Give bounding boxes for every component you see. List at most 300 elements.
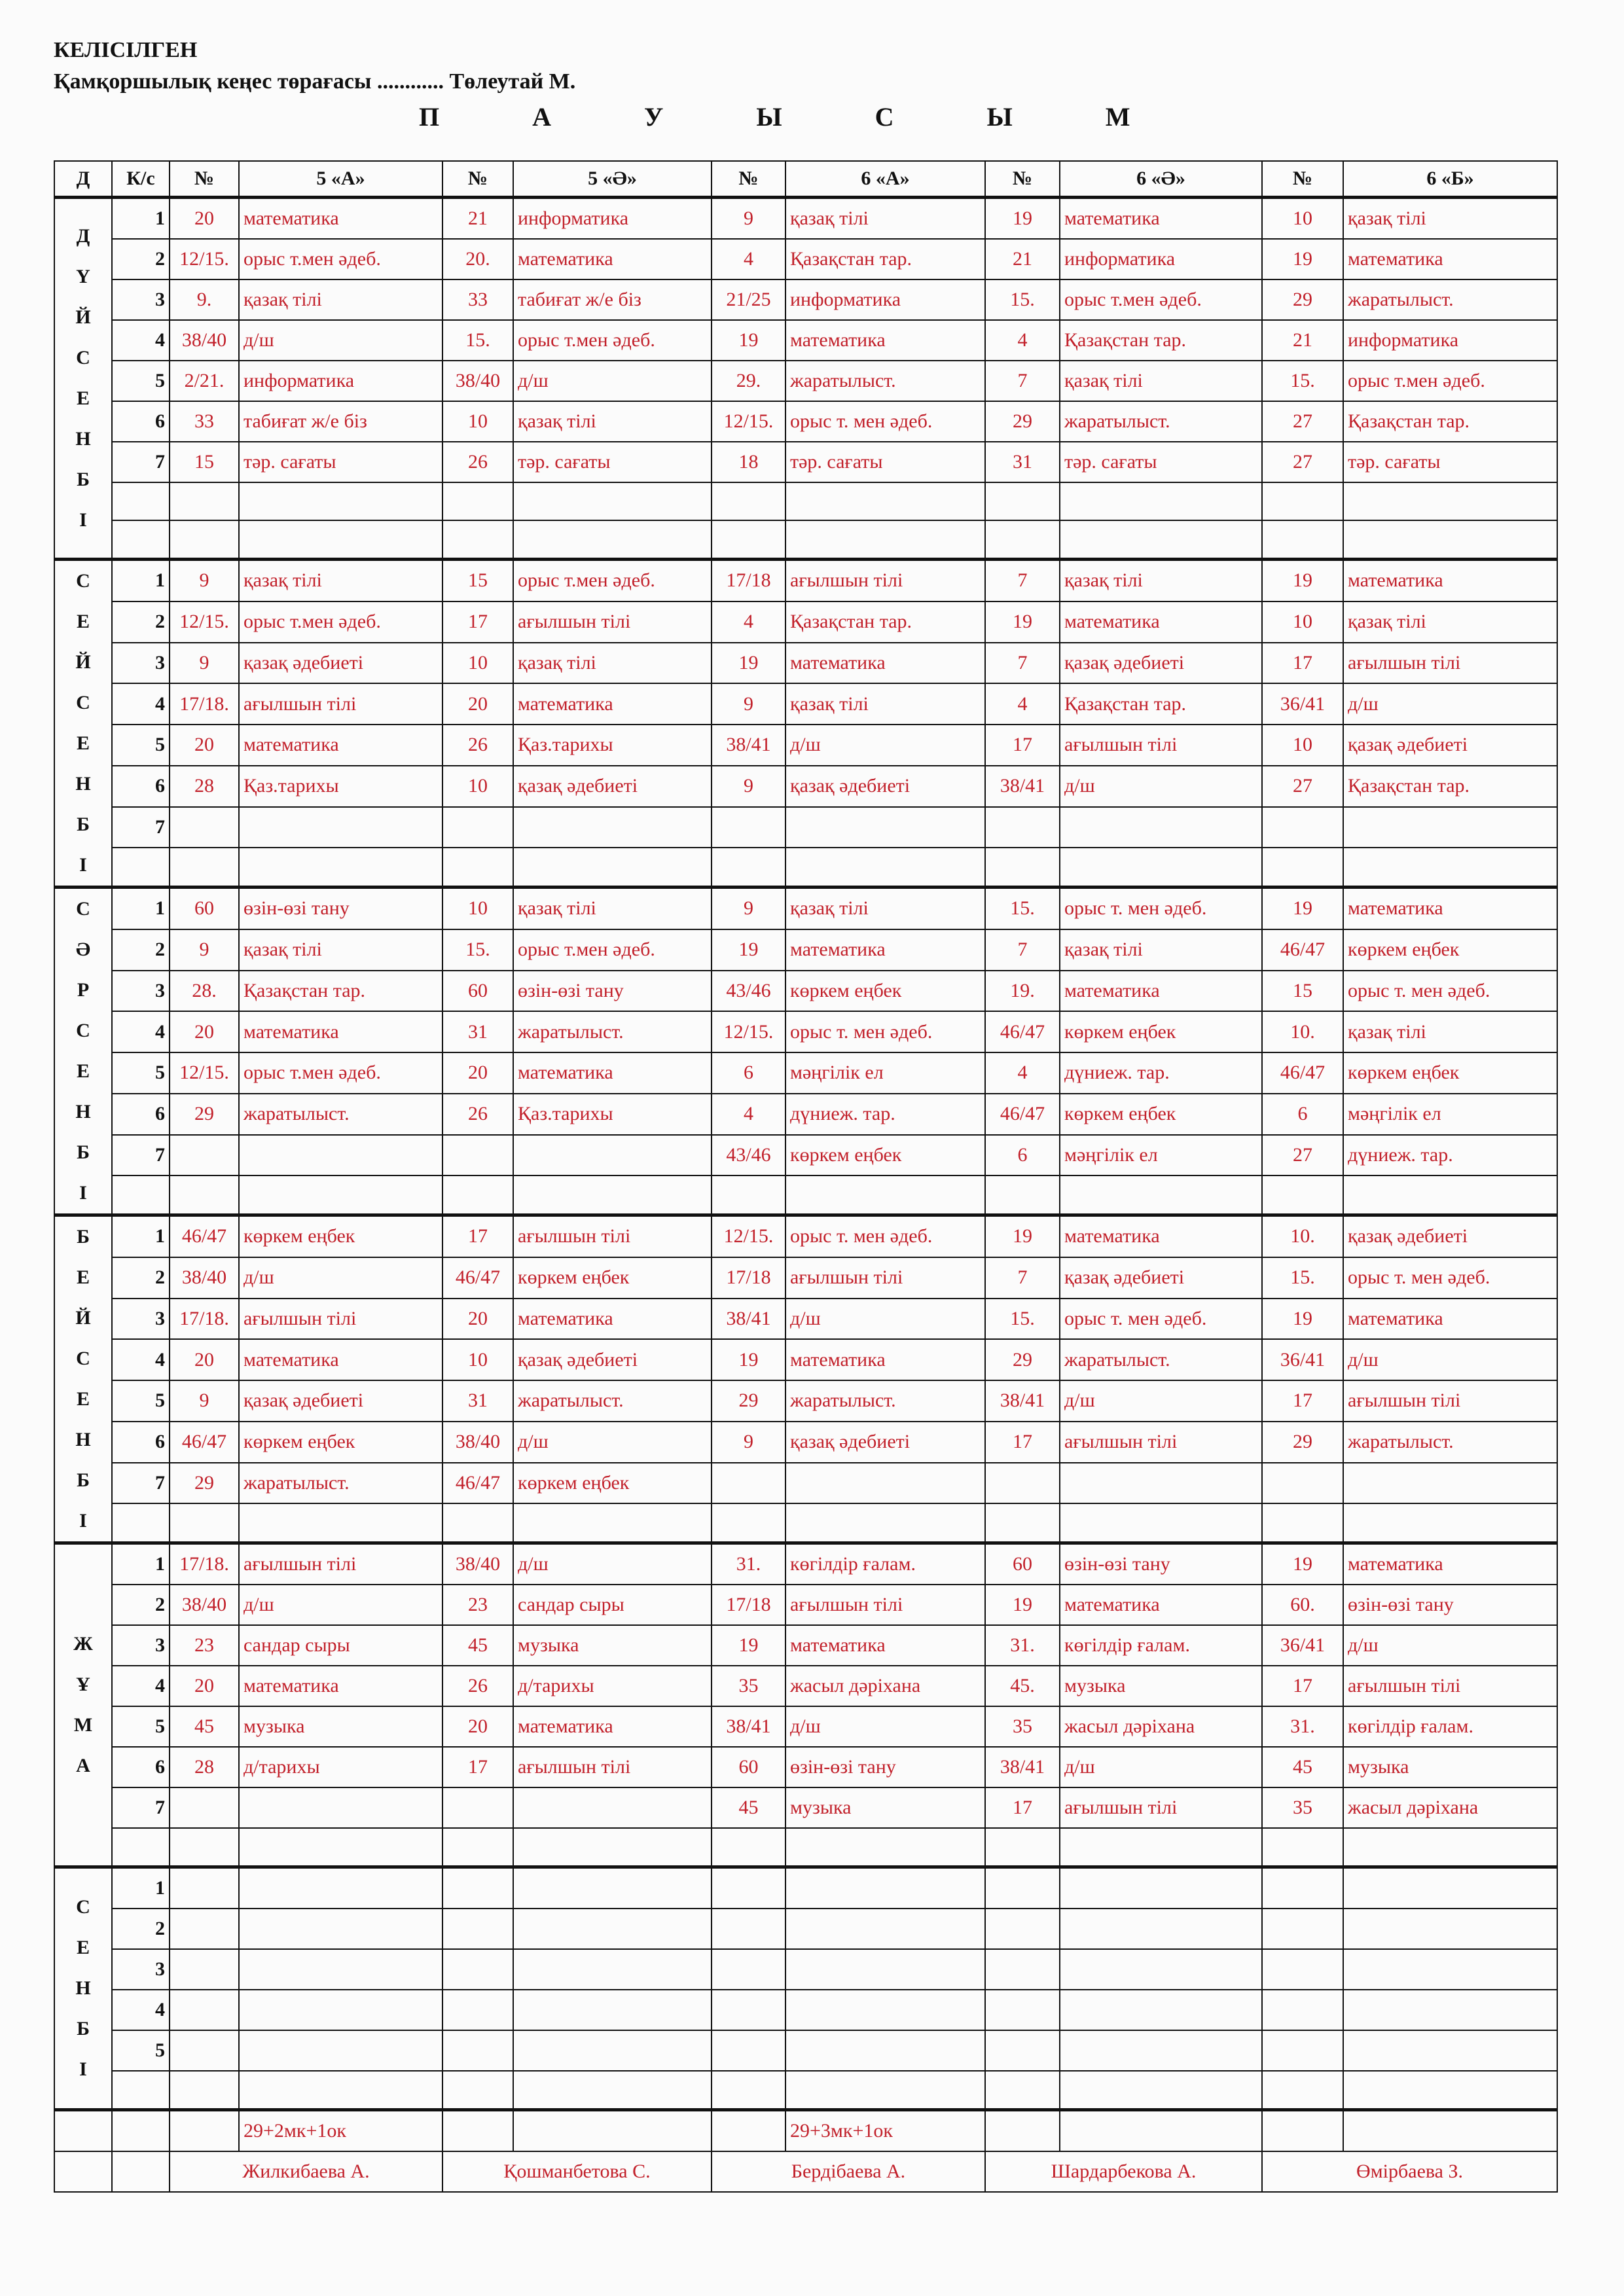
subject: орыс т.мен әдеб.: [1060, 279, 1262, 320]
empty-cell: [985, 2071, 1060, 2110]
room-number: [985, 1909, 1060, 1949]
class-teacher: Қошманбетова С.: [442, 2151, 712, 2192]
subject: д/ш: [239, 1257, 442, 1299]
room-number: 26: [442, 725, 513, 766]
empty-cell: [1343, 2071, 1557, 2110]
day-name: [54, 1867, 112, 2110]
subject: [1343, 807, 1557, 848]
room-number: 19: [985, 601, 1060, 643]
day-letter: Н: [75, 1977, 91, 1999]
empty-cell: [1343, 1503, 1557, 1543]
empty-cell: [785, 1175, 985, 1215]
schedule-row: [54, 601, 1557, 643]
subject: [513, 1135, 712, 1176]
subject: орыс т. мен әдеб.: [785, 1011, 985, 1052]
subject: көркем еңбек: [239, 1422, 442, 1463]
subject: д/ш: [513, 1543, 712, 1585]
empty-cell: [112, 1503, 170, 1543]
lesson-number: 2: [112, 601, 170, 643]
room-number: 4: [712, 1094, 785, 1135]
subject: өзін-өзі тану: [1343, 1585, 1557, 1625]
table-header-row: [54, 161, 1557, 198]
room-number: [170, 2030, 239, 2071]
subject: математика: [785, 320, 985, 361]
schedule-row: [54, 361, 1557, 401]
empty-cell: [170, 1503, 239, 1543]
empty-cell: [785, 1503, 985, 1543]
hours-total: 29+2мк+1ок: [239, 2110, 442, 2152]
blank-row: [54, 520, 1557, 560]
empty-cell: [112, 2151, 170, 2192]
empty-cell: [1060, 1503, 1262, 1543]
day-letter: Б: [77, 1469, 90, 1491]
subject: қазақ тілі: [785, 888, 985, 929]
subject: жаратылыст.: [785, 1380, 985, 1422]
room-number: 18: [712, 442, 785, 482]
room-number: 20: [170, 198, 239, 240]
day-letter: Й: [75, 1307, 91, 1329]
room-number: 21: [1262, 320, 1343, 361]
day-letter: Н: [75, 773, 91, 795]
class-header: 6 «Ә»: [1060, 161, 1262, 198]
room-number: 19: [712, 1339, 785, 1380]
subject: жасыл дәріхана: [1060, 1706, 1262, 1747]
empty-cell: [712, 1503, 785, 1543]
subject: Қазақстан тар.: [1060, 320, 1262, 361]
schedule-row: [54, 1380, 1557, 1422]
room-number: 17: [985, 1787, 1060, 1828]
room-number: 20: [170, 1339, 239, 1380]
lesson-number: 1: [112, 888, 170, 929]
room-number: 12/15.: [170, 239, 239, 279]
day-letter: Е: [76, 1937, 90, 1958]
room-number: 38/41: [712, 1706, 785, 1747]
subject: Қаз.тарихы: [513, 725, 712, 766]
subject: көркем еңбек: [785, 971, 985, 1012]
room-number: 38/41: [985, 1747, 1060, 1787]
room-number: 9: [170, 560, 239, 601]
subject: көркем еңбек: [1060, 1011, 1262, 1052]
day-letter: І: [79, 509, 87, 531]
subject: орыс т.мен әдеб.: [513, 320, 712, 361]
lesson-number: 6: [112, 1747, 170, 1787]
empty-cell: [513, 1828, 712, 1867]
subject: қазақ тілі: [1343, 1011, 1557, 1052]
room-number: 60: [985, 1543, 1060, 1585]
empty-cell: [112, 520, 170, 560]
subject: көркем еңбек: [513, 1463, 712, 1504]
class-header: 5 «А»: [239, 161, 442, 198]
subject: [513, 1990, 712, 2030]
room-number: 17: [442, 1215, 513, 1257]
room-number: 43/46: [712, 1135, 785, 1176]
subject: [785, 807, 985, 848]
empty-cell: [239, 1828, 442, 1867]
room-number: 23: [170, 1625, 239, 1666]
subject: [785, 2030, 985, 2071]
day-letter: І: [79, 1182, 87, 1204]
day-name: [54, 198, 112, 560]
subject: д/ш: [513, 1422, 712, 1463]
room-number: [170, 1787, 239, 1828]
subject: ағылшын тілі: [239, 1299, 442, 1340]
lesson-number: 3: [112, 643, 170, 684]
room-number: 21: [985, 239, 1060, 279]
subject: ағылшын тілі: [785, 560, 985, 601]
schedule-row: [54, 683, 1557, 725]
subject: [239, 1787, 442, 1828]
lesson-number: 6: [112, 1094, 170, 1135]
empty-cell: [112, 848, 170, 887]
room-number: [442, 1990, 513, 2030]
subject: қазақ тілі: [1060, 929, 1262, 971]
empty-cell: [442, 2071, 513, 2110]
room-number: 7: [985, 560, 1060, 601]
room-number: [442, 1949, 513, 1990]
day-letter: Е: [76, 732, 90, 754]
subject: сандар сыры: [513, 1585, 712, 1625]
schedule-row: [54, 1909, 1557, 1949]
lesson-number: 3: [112, 1625, 170, 1666]
subject: информатика: [1343, 320, 1557, 361]
room-number: 19: [1262, 1543, 1343, 1585]
schedule-row: [54, 1787, 1557, 1828]
empty-cell: [985, 1828, 1060, 1867]
subject: [1060, 2030, 1262, 2071]
room-number: 15.: [442, 929, 513, 971]
day-letter: І: [79, 2058, 87, 2080]
subject: қазақ тілі: [513, 401, 712, 442]
room-number: 29: [1262, 1422, 1343, 1463]
room-number: 10: [1262, 725, 1343, 766]
subject: ағылшын тілі: [1060, 1422, 1262, 1463]
day-letter: Ұ: [76, 1674, 90, 1695]
subject: Қазақстан тар.: [785, 601, 985, 643]
empty-cell: [112, 482, 170, 520]
day-letter: Б: [77, 814, 90, 835]
empty-cell: [1343, 1828, 1557, 1867]
room-number: 15.: [442, 320, 513, 361]
room-number: [1262, 1949, 1343, 1990]
room-number: 10: [442, 643, 513, 684]
room-number: 12/15.: [712, 1011, 785, 1052]
subject: орыс т.мен әдеб.: [513, 929, 712, 971]
room-number: 21: [442, 198, 513, 240]
room-number: 38/40: [442, 361, 513, 401]
empty-cell: [1060, 482, 1262, 520]
lesson-number: 1: [112, 1543, 170, 1585]
lesson-number: 3: [112, 1949, 170, 1990]
room-number: 19: [1262, 1299, 1343, 1340]
day-letter: І: [79, 854, 87, 876]
room-number: 60: [712, 1747, 785, 1787]
lesson-number: 1: [112, 198, 170, 240]
room-number: 10: [442, 766, 513, 807]
room-number: 26: [442, 1666, 513, 1706]
room-number: 46/47: [170, 1215, 239, 1257]
room-number: 46/47: [985, 1094, 1060, 1135]
subject: ағылшын тілі: [239, 683, 442, 725]
day-letter: С: [76, 692, 90, 713]
room-number: 27: [1262, 1135, 1343, 1176]
empty-cell: [712, 2071, 785, 2110]
subject: табиғат ж/е біз: [239, 401, 442, 442]
subject: математика: [239, 1666, 442, 1706]
subject: [1343, 1990, 1557, 2030]
subject: қазақ тілі: [513, 643, 712, 684]
room-number: 10.: [1262, 1011, 1343, 1052]
empty-cell: [1262, 848, 1343, 887]
subject: жасыл дәріхана: [785, 1666, 985, 1706]
subject: көгілдір ғалам.: [1060, 1625, 1262, 1666]
subject: д/ш: [785, 1706, 985, 1747]
room-number: [712, 1949, 785, 1990]
room-number: 31.: [1262, 1706, 1343, 1747]
empty-cell: [442, 1503, 513, 1543]
empty-cell: [1262, 1175, 1343, 1215]
subject: қазақ тілі: [239, 279, 442, 320]
day-letter: І: [79, 1510, 87, 1532]
subject: Қазақстан тар.: [785, 239, 985, 279]
room-number: 19: [712, 643, 785, 684]
subject: дүниеж. тар.: [1343, 1135, 1557, 1176]
subject: математика: [1343, 1299, 1557, 1340]
schedule-row: [54, 198, 1557, 240]
room-number: 31.: [712, 1543, 785, 1585]
subject: [513, 2030, 712, 2071]
subject: орыс т. мен әдеб.: [1060, 1299, 1262, 1340]
room-number: 28: [170, 1747, 239, 1787]
room-number: [1262, 2030, 1343, 2071]
room-number: 31: [442, 1380, 513, 1422]
empty-cell: [239, 848, 442, 887]
empty-cell: [513, 1175, 712, 1215]
schedule-row: [54, 1257, 1557, 1299]
subject: қазақ әдебиеті: [513, 1339, 712, 1380]
schedule-table: [54, 160, 1558, 2193]
lesson-number: 5: [112, 725, 170, 766]
blank-row: [54, 2071, 1557, 2110]
subject: математика: [513, 1052, 712, 1094]
subject: табиғат ж/е біз: [513, 279, 712, 320]
subject: [239, 1135, 442, 1176]
subject: д/ш: [1060, 1380, 1262, 1422]
room-number: 45: [170, 1706, 239, 1747]
class-teacher: Өмірбаева З.: [1262, 2151, 1557, 2192]
room-number: 46/47: [170, 1422, 239, 1463]
schedule-row: [54, 442, 1557, 482]
empty-cell: [513, 848, 712, 887]
hours-total: [513, 2110, 712, 2152]
subject: математика: [1060, 601, 1262, 643]
subject: д/ш: [239, 1585, 442, 1625]
room-number: 38/40: [170, 1585, 239, 1625]
lesson-number: 4: [112, 1011, 170, 1052]
subject: ағылшын тілі: [239, 1543, 442, 1585]
empty-cell: [712, 848, 785, 887]
empty-cell: [442, 848, 513, 887]
day-name: [54, 560, 112, 888]
room-number: 20: [442, 1299, 513, 1340]
room-number: 38/40: [170, 1257, 239, 1299]
room-number: 27: [1262, 442, 1343, 482]
room-number: 6: [1262, 1094, 1343, 1135]
schedule-row: [54, 1011, 1557, 1052]
schedule-row: [54, 725, 1557, 766]
subject: [239, 1909, 442, 1949]
day-letter: Е: [76, 387, 90, 409]
subject: музыка: [785, 1787, 985, 1828]
empty-cell: [985, 482, 1060, 520]
subject: математика: [785, 1625, 985, 1666]
room-number: 29: [170, 1463, 239, 1504]
empty-cell: [985, 2110, 1060, 2152]
room-number: [1262, 1463, 1343, 1504]
room-number: 29: [170, 1094, 239, 1135]
lesson-number: 5: [112, 2030, 170, 2071]
day-letter: Н: [75, 1429, 91, 1450]
subject: ағылшын тілі: [1343, 643, 1557, 684]
room-number: 38/41: [985, 1380, 1060, 1422]
day-letter: С: [76, 570, 90, 592]
subject: Қаз.тарихы: [513, 1094, 712, 1135]
subject: математика: [1343, 560, 1557, 601]
room-number: 9: [170, 929, 239, 971]
subject: орыс т.мен әдеб.: [513, 560, 712, 601]
room-number: 10: [442, 401, 513, 442]
lesson-number: 4: [112, 683, 170, 725]
room-number: 33: [170, 401, 239, 442]
empty-cell: [1262, 520, 1343, 560]
room-number: 19: [985, 1215, 1060, 1257]
room-number: 17/18: [712, 1585, 785, 1625]
lesson-number: 3: [112, 279, 170, 320]
room-number: 12/15.: [170, 1052, 239, 1094]
subject: Қазақстан тар.: [1343, 766, 1557, 807]
empty-cell: [785, 848, 985, 887]
day-letter: Й: [75, 651, 91, 673]
subject: жасыл дәріхана: [1343, 1787, 1557, 1828]
room-number: [985, 1990, 1060, 2030]
subject: ағылшын тілі: [513, 1215, 712, 1257]
class-teacher: Бердібаева А.: [712, 2151, 985, 2192]
day-header: Д: [54, 161, 112, 198]
subject: өзін-өзі тану: [513, 971, 712, 1012]
subject: [1060, 1949, 1262, 1990]
subject: математика: [239, 1339, 442, 1380]
subject: мәңгілік ел: [1060, 1135, 1262, 1176]
room-number: 46/47: [1262, 929, 1343, 971]
subject: қазақ тілі: [1060, 361, 1262, 401]
room-number: 38/40: [442, 1422, 513, 1463]
subject: [785, 1949, 985, 1990]
subject: д/ш: [1343, 683, 1557, 725]
lesson-number: 7: [112, 1787, 170, 1828]
class-teacher: Шардарбекова А.: [985, 2151, 1262, 2192]
subject: д/ш: [1060, 1747, 1262, 1787]
subject: орыс т.мен әдеб.: [1343, 361, 1557, 401]
subject: математика: [785, 1339, 985, 1380]
room-number: 45: [712, 1787, 785, 1828]
room-number: 4: [985, 683, 1060, 725]
day-name: [54, 888, 112, 1215]
subject: тәр. сағаты: [1343, 442, 1557, 482]
room-number: [170, 807, 239, 848]
subject: математика: [239, 725, 442, 766]
subject: мәңгілік ел: [1343, 1094, 1557, 1135]
subject: музыка: [1343, 1747, 1557, 1787]
room-number: [1262, 1867, 1343, 1909]
class-header: 6 «А»: [785, 161, 985, 198]
empty-cell: [112, 1828, 170, 1867]
day-name: [54, 1543, 112, 1867]
subject: қазақ әдебиеті: [239, 1380, 442, 1422]
blank-row: [54, 482, 1557, 520]
room-number: 9: [712, 766, 785, 807]
subject: [513, 1949, 712, 1990]
subject: [1343, 2030, 1557, 2071]
day-letter: Й: [75, 306, 91, 328]
subject: қазақ тілі: [785, 198, 985, 240]
room-number: 38/40: [442, 1543, 513, 1585]
subject: математика: [513, 1706, 712, 1747]
empty-cell: [1343, 482, 1557, 520]
schedule-row: [54, 929, 1557, 971]
day-letter: Е: [76, 1060, 90, 1082]
room-number: 19: [985, 1585, 1060, 1625]
room-number: [170, 1867, 239, 1909]
subject: орыс т.мен әдеб.: [239, 601, 442, 643]
room-number: 19: [712, 320, 785, 361]
room-number: 29: [712, 1380, 785, 1422]
room-number: 9: [170, 1380, 239, 1422]
room-number: [712, 1463, 785, 1504]
lesson-number: 1: [112, 560, 170, 601]
room-number: [170, 1909, 239, 1949]
subject: [1060, 1990, 1262, 2030]
room-number: 9.: [170, 279, 239, 320]
empty-cell: [442, 1175, 513, 1215]
lesson-header: К/с: [112, 161, 170, 198]
room-number: 46/47: [442, 1257, 513, 1299]
room-number: [985, 2030, 1060, 2071]
room-number: [985, 1463, 1060, 1504]
subject: жаратылыст.: [513, 1011, 712, 1052]
room-number: [170, 1990, 239, 2030]
subject: музыка: [513, 1625, 712, 1666]
day-letter: Р: [77, 979, 90, 1001]
room-number: 31.: [985, 1625, 1060, 1666]
room-number: 28.: [170, 971, 239, 1012]
schedule-row: [54, 1422, 1557, 1463]
room-number: 20.: [442, 239, 513, 279]
room-number: 9: [712, 683, 785, 725]
lesson-number: 3: [112, 971, 170, 1012]
room-number: 10: [1262, 198, 1343, 240]
empty-cell: [1343, 848, 1557, 887]
room-number: 38/41: [712, 725, 785, 766]
room-number: 10: [442, 888, 513, 929]
blank-row: [54, 1828, 1557, 1867]
room-number: 17/18: [712, 560, 785, 601]
schedule-row: [54, 1463, 1557, 1504]
room-number: 31: [985, 442, 1060, 482]
approval-signatory: Қамқоршылық кеңес төрағасы ............ Төлеутай М.: [54, 69, 576, 94]
empty-cell: [712, 482, 785, 520]
subject: тәр. сағаты: [239, 442, 442, 482]
lesson-number: 4: [112, 1666, 170, 1706]
subject: жаратылыст.: [1060, 401, 1262, 442]
